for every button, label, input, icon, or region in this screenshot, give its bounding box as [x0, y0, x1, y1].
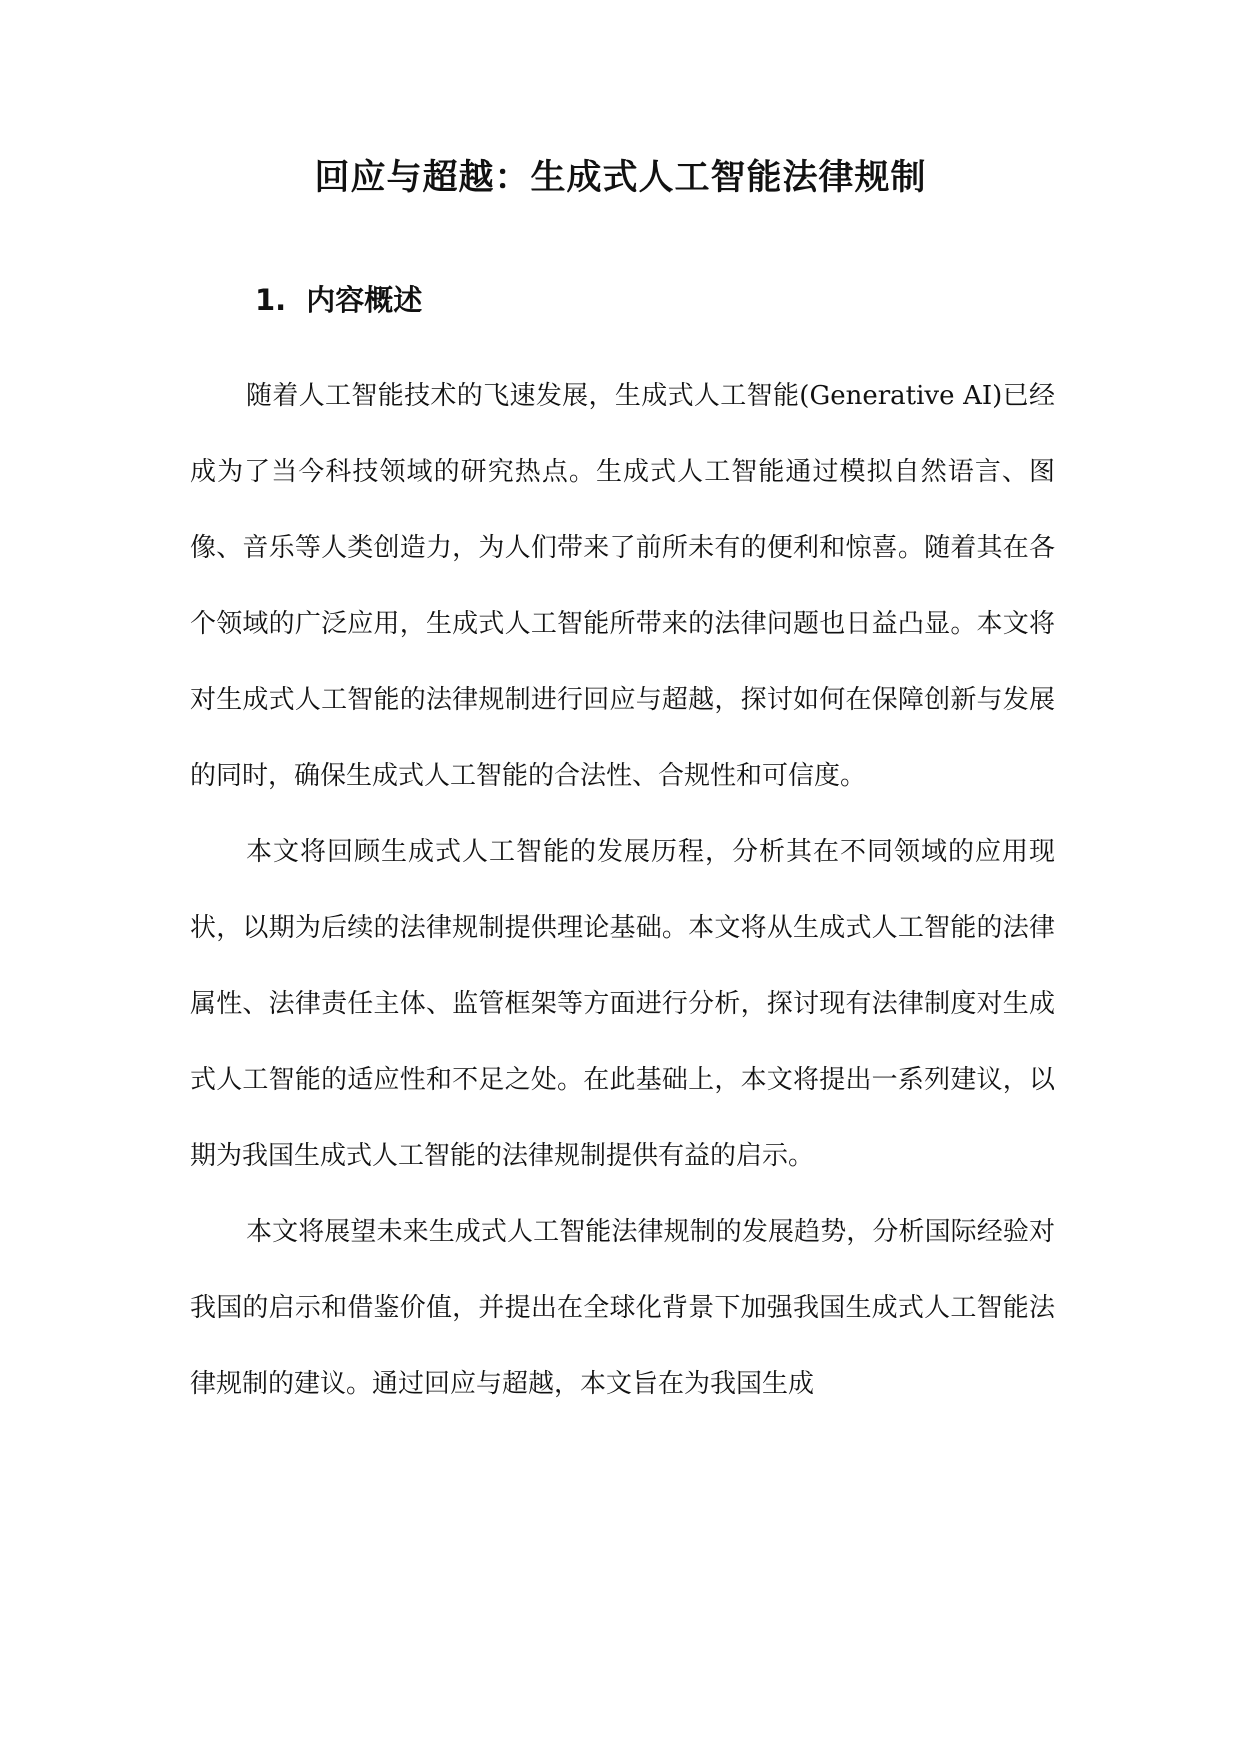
section-number: 1. [255, 283, 287, 317]
section-heading [255, 272, 422, 328]
paragraph-1: 随着人工智能技术的飞速发展，生成式人工智能(Generative AI)已经成为了当今科技领域的研究热点。生成式人工智能通过模拟自然语言、图像、音乐等人类创造力，为人们带来了前所未有的便利和惊喜。随着其在各个领域的广泛应用，生成式人工智能所带来的法律问题也日益凸显。本文将对生成式人工智能的法律规制进行回应与超越，探讨如何在保障创新与发展的同时，确保生成式人工智能的合法性、合规性和可信度。 [190, 381, 1055, 791]
paragraph-2: 本文将回顾生成式人工智能的发展历程，分析其在不同领域的应用现状，以期为后续的法律规制提供理论基础。本文将从生成式人工智能的法律属性、法律责任主体、监管框架等方面进行分析，探讨现有法律制度对生成式人工智能的适应性和不足之处。在此基础上，本文将提出一系列建议，以期为我国生成式人工智能的法律规制提供有益的启示。 [190, 837, 1055, 1171]
document-title: 回应与超越：生成式人工智能法律规制 [314, 158, 927, 198]
section-title: 内容概述 [306, 283, 423, 317]
document-body [190, 358, 1055, 1422]
paragraph-3: 本文将展望未来生成式人工智能法律规制的发展趋势，分析国际经验对我国的启示和借鉴价值，并提出在全球化背景下加强我国生成式人工智能法律规制的建议。通过回应与超越，本文旨在为我国生成 [190, 1217, 1055, 1399]
